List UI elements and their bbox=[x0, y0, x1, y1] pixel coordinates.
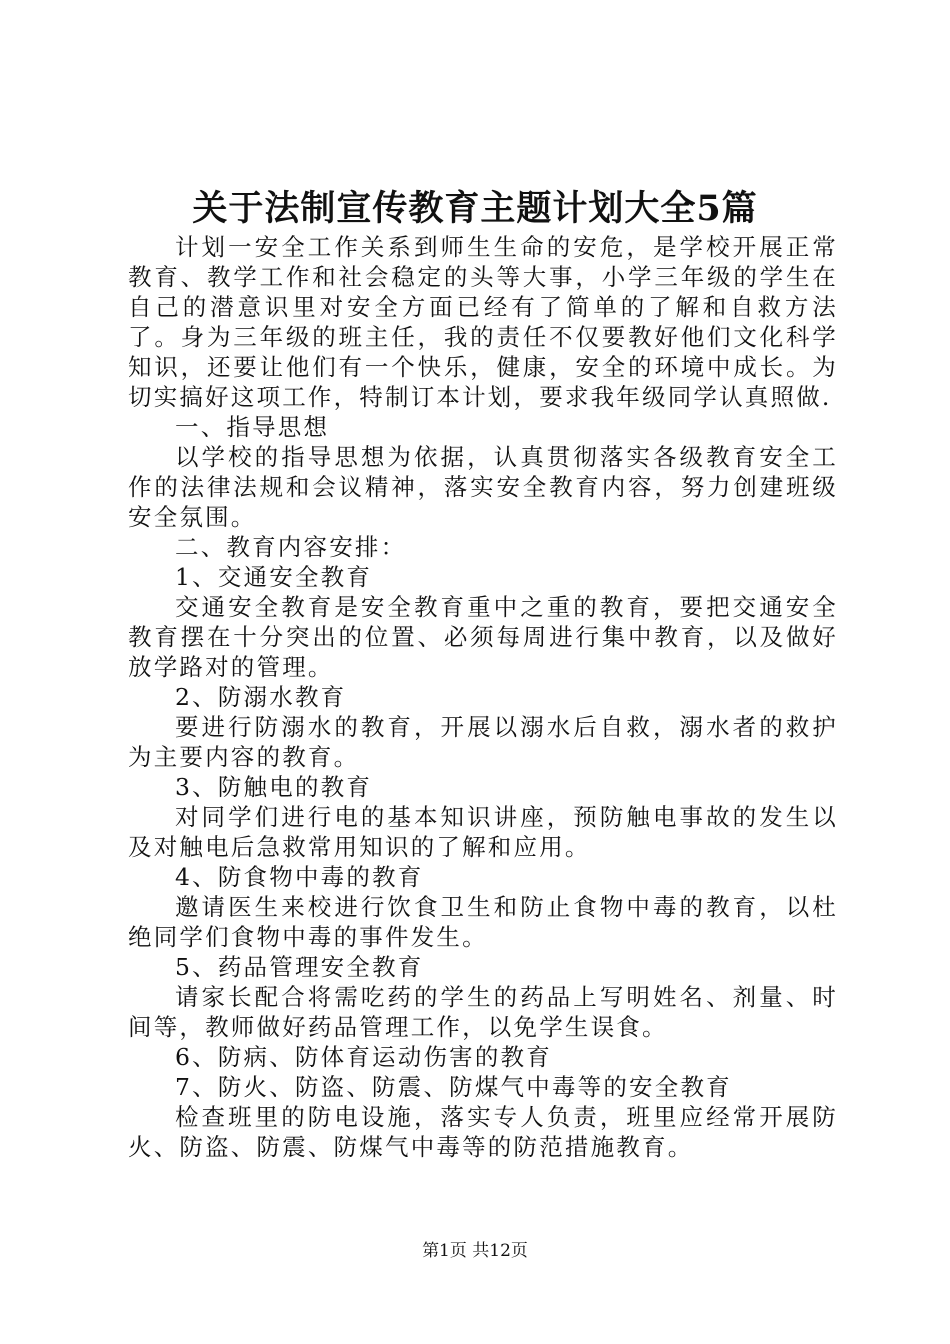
heading-education-content: 二、教育内容安排： bbox=[175, 533, 407, 561]
heading-medicine-safety: 5、药品管理安全教育 bbox=[175, 953, 424, 981]
paragraph-intro: 计划一安全工作关系到师生生命的安危，是学校开展正常教育、教学工作和社会稳定的头等大事，小学三年级的学生在自己的潜意识里对安全方面已经有了简单的了解和自救方法了。身为三年级的班主任，我的责任不仅要教好他们文化科学知识，还要让他们有一个快乐，健康，安全的环境中成长。为切实搞好这项工作，特制订本计划，要求我年级同学认真照做. bbox=[128, 233, 838, 411]
paragraph-electric-shock: 对同学们进行电的基本知识讲座，预防触电事故的发生以及对触电后急救常用知识的了解和应用。 bbox=[128, 803, 838, 861]
heading-fire-theft-quake-gas: 7、防火、防盗、防震、防煤气中毒等的安全教育 bbox=[175, 1073, 732, 1101]
heading-food-poisoning: 4、防食物中毒的教育 bbox=[175, 863, 424, 891]
paragraph-food-poisoning: 邀请医生来校进行饮食卫生和防止食物中毒的教育，以杜绝同学们食物中毒的事件发生。 bbox=[128, 893, 838, 951]
paragraph-guiding-ideology: 以学校的指导思想为依据，认真贯彻落实各级教育安全工作的法律法规和会议精神，落实安全教育内容，努力创建班级安全氛围。 bbox=[128, 443, 838, 531]
document-body bbox=[128, 232, 838, 1162]
document-title: 关于法制宣传教育主题计划大全5篇 bbox=[192, 188, 758, 229]
heading-drowning-prevention: 2、防溺水教育 bbox=[175, 683, 347, 711]
paragraph-medicine-safety: 请家长配合将需吃药的学生的药品上写明姓名、剂量、时间等，教师做好药品管理工作，以免学生误食。 bbox=[128, 983, 838, 1041]
heading-traffic-safety: 1、交通安全教育 bbox=[175, 563, 373, 591]
page-number-footer: 第1页 共12页 bbox=[422, 1241, 528, 1261]
heading-guiding-ideology: 一、指导思想 bbox=[175, 413, 330, 441]
paragraph-drowning-prevention: 要进行防溺水的教育，开展以溺水后自救，溺水者的救护为主要内容的教育。 bbox=[128, 713, 838, 771]
paragraph-fire-theft-quake-gas: 检查班里的防电设施，落实专人负责，班里应经常开展防火、防盗、防震、防煤气中毒等的防范措施教育。 bbox=[128, 1103, 838, 1161]
heading-electric-shock: 3、防触电的教育 bbox=[175, 773, 373, 801]
heading-illness-sports-injury: 6、防病、防体育运动伤害的教育 bbox=[175, 1043, 552, 1071]
paragraph-traffic-safety: 交通安全教育是安全教育重中之重的教育，要把交通安全教育摆在十分突出的位置、必须每周进行集中教育，以及做好放学路对的管理。 bbox=[128, 593, 838, 681]
